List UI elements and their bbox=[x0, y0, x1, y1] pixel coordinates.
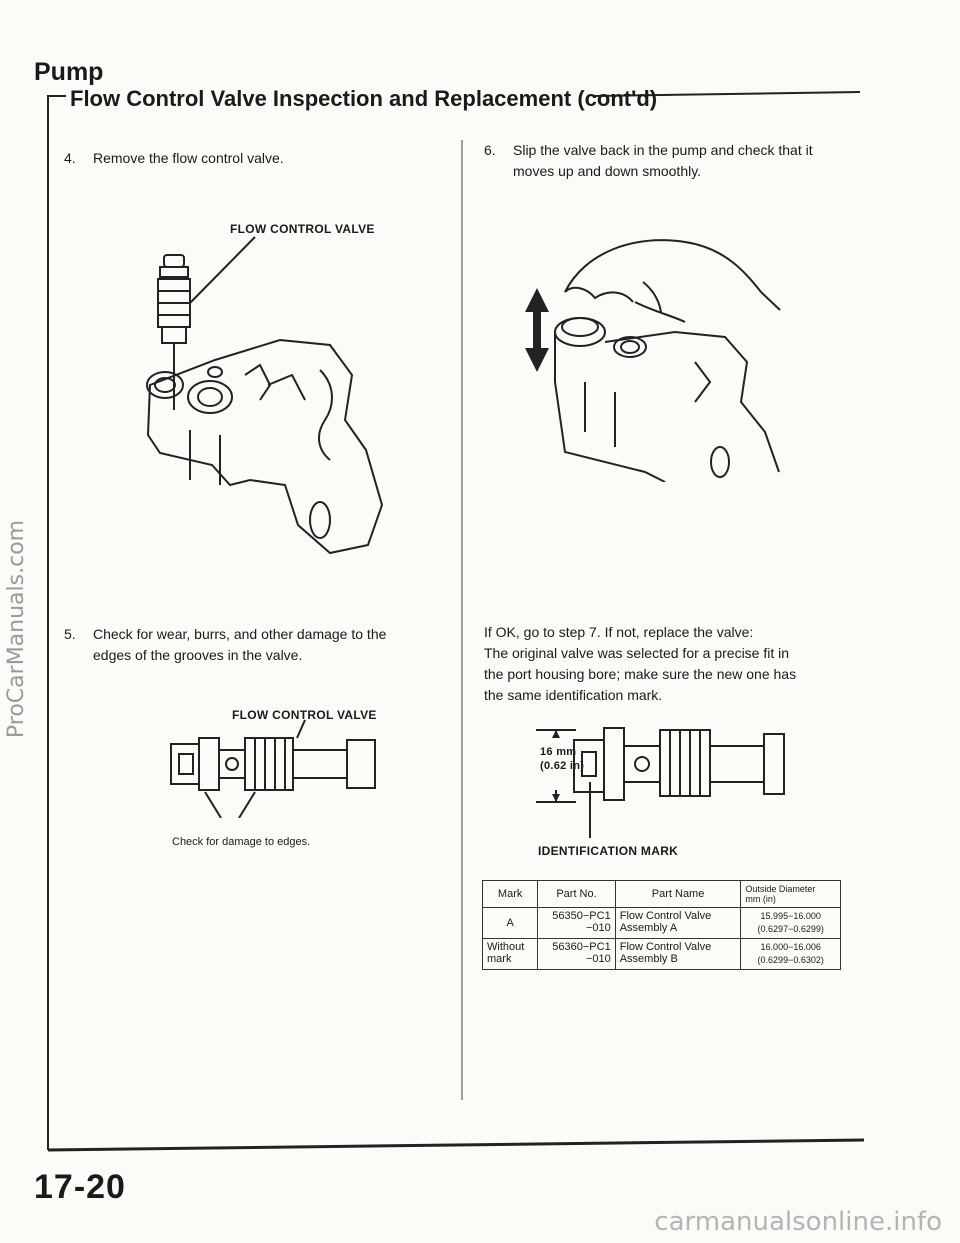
part-name-cell bbox=[615, 908, 741, 939]
figure-label: FLOW CONTROL VALVE bbox=[230, 222, 375, 236]
step-text-line: Slip the valve back in the pump and check that it bbox=[513, 142, 813, 158]
figure-label: FLOW CONTROL VALVE bbox=[232, 708, 377, 722]
cell-line: Assembly B bbox=[619, 953, 678, 965]
cell-line: Assembly A bbox=[619, 922, 678, 934]
section-title: Pump bbox=[34, 58, 104, 86]
cell-line: Flow Control Valve bbox=[619, 941, 712, 953]
column-header-line: mm (in) bbox=[745, 894, 776, 904]
mark-cell bbox=[483, 908, 538, 939]
figure-label: IDENTIFICATION MARK bbox=[538, 844, 679, 858]
dimension-in: (0.62 in) bbox=[540, 760, 585, 772]
paragraph-line: the port housing bore; make sure the new one has bbox=[484, 666, 797, 682]
cell-line: (0.6297−0.6299) bbox=[757, 924, 824, 934]
step-text-line: edges of the grooves in the valve. bbox=[93, 647, 303, 663]
paragraph-line: If OK, go to step 7. If not, replace the valve: bbox=[484, 624, 754, 640]
column-header-line: Outside Diameter bbox=[745, 884, 816, 894]
step-text-line: Check for wear, burrs, and other damage to the bbox=[93, 626, 387, 642]
dimension-label bbox=[540, 745, 584, 773]
valve-dimension-illustration bbox=[530, 718, 800, 838]
step-4 bbox=[64, 148, 444, 170]
cell-line: 16.000−16.006 bbox=[760, 942, 821, 952]
valve-spec-table bbox=[482, 880, 841, 970]
paragraph-line: The original valve was selected for a precise fit in bbox=[484, 645, 790, 661]
cell-line: 15.995−16.000 bbox=[760, 911, 821, 921]
cell-line: Flow Control Valve bbox=[619, 910, 712, 922]
step-number: 5. bbox=[64, 626, 76, 642]
column-header bbox=[741, 881, 841, 908]
watermark-bottom: carmanualsonline.info bbox=[654, 1207, 942, 1237]
part-name-cell bbox=[615, 939, 741, 970]
page-heading: Flow Control Valve Inspection and Replacement (cont'd) bbox=[70, 86, 658, 111]
step-5 bbox=[64, 624, 449, 668]
diameter-cell bbox=[741, 908, 841, 939]
step-text bbox=[93, 624, 386, 666]
watermark-side: ProCarManuals.com bbox=[4, 519, 29, 739]
step-number: 6. bbox=[484, 142, 496, 158]
figure-note: Check for damage to edges. bbox=[172, 836, 311, 848]
cell-line: 56360−PC1 bbox=[552, 941, 611, 953]
cell-line: mark bbox=[487, 953, 512, 965]
pump-with-valve-illustration bbox=[120, 235, 390, 565]
page-number: 17-20 bbox=[34, 1168, 126, 1206]
diameter-cell bbox=[741, 939, 841, 970]
step-6 bbox=[484, 140, 864, 184]
valve-side-view-illustration bbox=[165, 718, 385, 818]
cell-line: −010 bbox=[585, 922, 611, 934]
table-row bbox=[483, 908, 841, 939]
table-row bbox=[483, 939, 841, 970]
step-text bbox=[513, 140, 813, 182]
cell-line: 56350−PC1 bbox=[552, 910, 611, 922]
cell-line: −010 bbox=[585, 953, 611, 965]
step-text: Remove the flow control valve. bbox=[93, 150, 284, 166]
mark-cell bbox=[483, 939, 538, 970]
paragraph-line: the same identification mark. bbox=[484, 687, 663, 703]
part-no-cell bbox=[538, 908, 615, 939]
column-header: Part No. bbox=[538, 881, 615, 908]
cell-line: Without bbox=[487, 941, 525, 953]
step-number: 4. bbox=[64, 150, 76, 166]
step-text-line: moves up and down smoothly. bbox=[513, 163, 702, 179]
dimension-mm: 16 mm bbox=[540, 746, 577, 758]
replace-instructions bbox=[484, 622, 864, 708]
cell-line: (0.6299−0.6302) bbox=[757, 955, 824, 965]
table-header-row bbox=[483, 881, 841, 908]
part-no-cell bbox=[538, 939, 615, 970]
column-header: Mark bbox=[483, 881, 538, 908]
hand-checking-valve-illustration bbox=[525, 232, 795, 482]
cell-line: A bbox=[506, 917, 514, 929]
column-header: Part Name bbox=[615, 881, 741, 908]
